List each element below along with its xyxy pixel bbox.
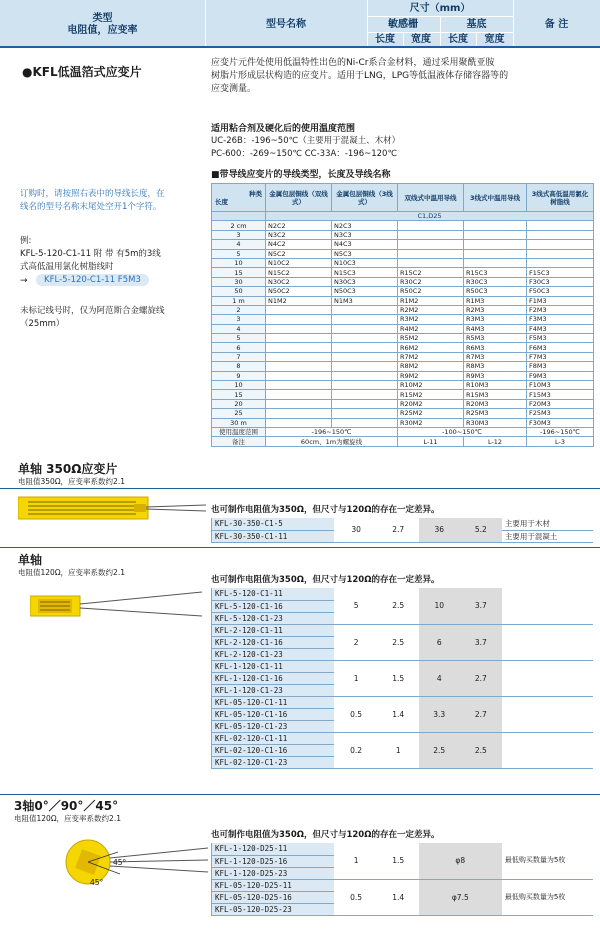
- lead-code: R20M2: [398, 399, 464, 408]
- angle-label: 45°: [113, 858, 127, 867]
- lead-code: [266, 352, 332, 361]
- lead-code: [332, 371, 398, 380]
- lead-table-row: [212, 315, 594, 324]
- grid-width: 1.5: [378, 843, 419, 879]
- grid-width: 2.7: [378, 518, 419, 542]
- lead-code: [266, 343, 332, 352]
- grid-length: 1: [334, 843, 377, 879]
- lead-code: F1M3: [527, 296, 594, 305]
- lead-length: 50: [212, 287, 266, 296]
- lead-table-row: [212, 258, 594, 267]
- gauge-3axis-icon: [60, 828, 210, 898]
- header-len1: 长度: [375, 34, 395, 45]
- lead-code: R3M3: [464, 315, 527, 324]
- order-note: [20, 188, 165, 214]
- lead-code: R1M3: [464, 296, 527, 305]
- adhesive-line: PC-600：-269~150℃ CC-33A：-196~120℃: [211, 149, 397, 159]
- grid-width: 1: [378, 732, 419, 768]
- model-name: KFL-05-120-D25-23: [212, 903, 335, 915]
- lead-code: N5C3: [332, 249, 398, 258]
- lead-code: [464, 240, 527, 249]
- lead-remark-b: L-11: [398, 437, 464, 446]
- model-name: KFL-05-120-C1-16: [212, 708, 335, 720]
- example-label: 例:: [20, 236, 32, 246]
- grid-length: 0.5: [334, 696, 377, 732]
- lead-length: 30: [212, 277, 266, 286]
- lead-code: F25M3: [527, 409, 594, 418]
- product-table-3axis: [211, 843, 593, 916]
- gauge-350-icon: [18, 495, 208, 521]
- section-title-uniaxial: 单轴: [18, 553, 43, 567]
- grid-width: 1.4: [378, 696, 419, 732]
- base-width: 2.7: [460, 660, 502, 696]
- table-header: [0, 0, 600, 48]
- grid-length: 0.2: [334, 732, 377, 768]
- lead-length: 5: [212, 334, 266, 343]
- gauge-uniaxial-icon: [30, 590, 205, 620]
- lead-code: R9M2: [398, 371, 464, 380]
- lead-code: [266, 324, 332, 333]
- lead-code: R15C2: [398, 268, 464, 277]
- model-name: KFL-5-120-C1-23: [212, 612, 335, 624]
- desc-line: 应变片元件处使用低温特性出色的Ni-Cr系合金材料，通过采用聚酰亚胺: [211, 58, 495, 68]
- lead-code: R7M3: [464, 352, 527, 361]
- note-3axis: 也可制作电阻值为350Ω，但尺寸与120Ω的存在一定差异。: [211, 830, 440, 840]
- adhesive-title: 适用粘合剂及硬化后的使用温度范围: [211, 124, 356, 134]
- section-title-350: 单轴 350Ω应变片: [18, 462, 118, 476]
- lead-code: R30M2: [398, 418, 464, 427]
- lead-code: [332, 362, 398, 371]
- grid-width: 1.4: [378, 879, 419, 915]
- remark: 最低购买数量为5枚: [502, 843, 593, 879]
- model-name: KFL-1-120-C1-16: [212, 672, 335, 684]
- lead-code: [332, 334, 398, 343]
- lead-code: F30M3: [527, 418, 594, 427]
- lead-code: F2M3: [527, 305, 594, 314]
- lead-table-row: [212, 362, 594, 371]
- lead-code: [332, 305, 398, 314]
- lead-code: R50C2: [398, 287, 464, 296]
- model-name: KFL-1-120-D25-16: [212, 855, 335, 867]
- model-name: KFL-05-120-D25-11: [212, 879, 335, 891]
- lead-length: 20: [212, 399, 266, 408]
- lead-code: R2M2: [398, 305, 464, 314]
- lead-code: N15C3: [332, 268, 398, 277]
- base-length: 36: [419, 518, 460, 542]
- lead-table-row: [212, 221, 594, 230]
- section-divider: [0, 547, 600, 548]
- lead-col-header: 金属包层铜线（双线式）: [266, 184, 332, 212]
- lead-table-row: [212, 305, 594, 314]
- header-remark: 备 注: [544, 19, 569, 30]
- lead-code: [332, 409, 398, 418]
- base-length: 2.5: [419, 732, 460, 768]
- lead-code: N15C2: [266, 268, 332, 277]
- lead-length: 2 cm: [212, 221, 266, 230]
- lead-table-row: [212, 277, 594, 286]
- table-row: [212, 879, 594, 891]
- lead-table-row: [212, 409, 594, 418]
- lead-remark-a: 60cm、1m为螺旋线: [266, 437, 398, 446]
- lead-code: [527, 240, 594, 249]
- lead-code: [464, 249, 527, 258]
- lead-table-row: [212, 381, 594, 390]
- lead-code: F9M3: [527, 371, 594, 380]
- lead-code: R6M2: [398, 343, 464, 352]
- lead-code: R5M3: [464, 334, 527, 343]
- desc-line: 应变测量。: [211, 84, 257, 94]
- lead-code: F20M3: [527, 399, 594, 408]
- table-row: [212, 660, 594, 672]
- model-name: KFL-02-120-C1-23: [212, 756, 335, 768]
- base-length: 6: [419, 624, 460, 660]
- section-description: [211, 57, 591, 96]
- lead-code: N50C2: [266, 287, 332, 296]
- grid-length: 2: [334, 624, 377, 660]
- lead-code: R7M2: [398, 352, 464, 361]
- lead-code: [332, 315, 398, 324]
- lead-code: F10M3: [527, 381, 594, 390]
- lead-code: R25M2: [398, 409, 464, 418]
- product-table-350: [211, 518, 593, 543]
- lead-code: R15M2: [398, 390, 464, 399]
- note-350: 也可制作电阻值为350Ω，但尺寸与120Ω的存在一定差异。: [211, 505, 440, 515]
- model-name: KFL-1-120-D25-23: [212, 867, 335, 879]
- remark: [502, 732, 593, 768]
- product-table-uniaxial: [211, 588, 593, 769]
- lead-code: [266, 409, 332, 418]
- remark: 主要用于木材: [502, 518, 593, 530]
- lead-code: [398, 240, 464, 249]
- lead-length: 10: [212, 258, 266, 267]
- lead-code: R10M2: [398, 381, 464, 390]
- lead-length: 10: [212, 381, 266, 390]
- lead-table-row: [212, 249, 594, 258]
- header-model: 型号名称: [266, 19, 306, 30]
- lead-code: [527, 221, 594, 230]
- lead-table-row: [212, 352, 594, 361]
- lead-table-row: [212, 296, 594, 305]
- lead-temp-a: -196~150℃: [266, 427, 398, 436]
- angle-label: 45°: [90, 878, 104, 887]
- lead-remark-c: L-12: [464, 437, 527, 446]
- lead-code: R4M3: [464, 324, 527, 333]
- lead-length: 6: [212, 343, 266, 352]
- table-row: [212, 588, 594, 600]
- section-divider: [0, 488, 600, 489]
- lead-code: N3C3: [332, 230, 398, 239]
- section-title-3axis: 3轴0°／90°／45°: [14, 799, 119, 813]
- remark: [502, 588, 593, 624]
- lead-code: R20M3: [464, 399, 527, 408]
- header-wid1: 宽度: [411, 34, 431, 45]
- lead-code: [527, 249, 594, 258]
- lead-code: N1M3: [332, 296, 398, 305]
- base-diameter: φ7.5: [419, 879, 502, 915]
- lead-code: [266, 399, 332, 408]
- lead-code: R25M3: [464, 409, 527, 418]
- lead-code: [464, 258, 527, 267]
- section-title-kfl: ●KFL低温箔式应变片: [22, 65, 142, 79]
- lead-code: F6M3: [527, 343, 594, 352]
- base-width: 5.2: [460, 518, 502, 542]
- desc-line: 树脂片形成层状构造的应变片。适用于LNG，LPG等低温液体存储容器等的: [211, 71, 509, 81]
- lead-code: N2C3: [332, 221, 398, 230]
- header-wid2: 宽度: [484, 34, 505, 45]
- grid-length: 1: [334, 660, 377, 696]
- adhesive-line: UC-26B：-196~50℃（主要用于混凝土、木材）: [211, 136, 401, 146]
- order-note-line: 订购时，请按照右表中的导线长度，在: [20, 189, 165, 199]
- lead-code: [266, 390, 332, 399]
- order-note-line: 线名的型号名称末尾处空开1个字符。: [20, 202, 162, 212]
- base-width: 3.7: [460, 588, 502, 624]
- lead-code: R6M3: [464, 343, 527, 352]
- base-length: 10: [419, 588, 460, 624]
- lead-code: [332, 381, 398, 390]
- model-name: KFL-2-120-C1-11: [212, 624, 335, 636]
- section-sub-3axis: 电阻值120Ω，应变率系数约2.1: [14, 814, 121, 823]
- lead-code: F5M3: [527, 334, 594, 343]
- lead-code: F4M3: [527, 324, 594, 333]
- lead-table-row: [212, 324, 594, 333]
- lead-length: 2: [212, 305, 266, 314]
- lead-table-row: [212, 230, 594, 239]
- lead-code: R30C3: [464, 277, 527, 286]
- header-type-sub: 电阻值，应变率: [67, 25, 138, 36]
- lead-table-row: [212, 287, 594, 296]
- lead-code: N4C3: [332, 240, 398, 249]
- unmarked-note: [20, 305, 165, 331]
- remark: [502, 696, 593, 732]
- lead-code: [332, 324, 398, 333]
- base-length: 4: [419, 660, 460, 696]
- base-width: 2.7: [460, 696, 502, 732]
- lead-code: N5C2: [266, 249, 332, 258]
- lead-col-header: 金属包层铜线（3线式）: [332, 184, 398, 212]
- lead-code: R15M3: [464, 390, 527, 399]
- lead-temp-b: -100~150℃: [398, 427, 527, 436]
- model-name: KFL-1-120-D25-11: [212, 843, 335, 855]
- lead-code: R30C2: [398, 277, 464, 286]
- lead-code: [398, 221, 464, 230]
- header-type: [0, 13, 205, 37]
- lead-code: R3M2: [398, 315, 464, 324]
- table-row: [212, 843, 594, 855]
- lead-code: N30C3: [332, 277, 398, 286]
- base-width: 3.7: [460, 624, 502, 660]
- lead-code: [266, 418, 332, 427]
- lead-code: R10M3: [464, 381, 527, 390]
- lead-code: R4M2: [398, 324, 464, 333]
- lead-table-row: [212, 371, 594, 380]
- lead-code: [527, 258, 594, 267]
- model-name: KFL-1-120-C1-11: [212, 660, 335, 672]
- header-len2: 长度: [448, 34, 468, 45]
- lead-code: N3C2: [266, 230, 332, 239]
- model-name: KFL-5-120-C1-16: [212, 600, 335, 612]
- unmarked-line: （25mm）: [20, 319, 65, 329]
- section-sub-350: 电阻值350Ω，应变率系数约2.1: [18, 477, 125, 486]
- lead-corner: 种类 长度: [212, 184, 266, 212]
- lead-code: R1M2: [398, 296, 464, 305]
- base-length: 3.3: [419, 696, 460, 732]
- lead-table-row: [212, 268, 594, 277]
- lead-length: 1 m: [212, 296, 266, 305]
- lead-col-header: 3线式中温用导线: [464, 184, 527, 212]
- table-row: [212, 696, 594, 708]
- lead-table-body: [212, 221, 594, 428]
- lead-code: F15C3: [527, 268, 594, 277]
- lead-code: N4C2: [266, 240, 332, 249]
- grid-length: 30: [334, 518, 377, 542]
- lead-code: [266, 315, 332, 324]
- lead-code: [398, 258, 464, 267]
- lead-gauge-spacer: [212, 212, 266, 221]
- model-name: KFL-2-120-C1-16: [212, 636, 335, 648]
- lead-table-row: [212, 418, 594, 427]
- model-name: KFL-05-120-C1-23: [212, 720, 335, 732]
- remark: [502, 624, 593, 660]
- model-name: KFL-30-350-C1-5: [212, 518, 335, 530]
- lead-code: N50C3: [332, 287, 398, 296]
- base-diameter: φ8: [419, 843, 502, 879]
- table-row: [212, 624, 594, 636]
- lead-code: [266, 381, 332, 390]
- lead-code: R30M3: [464, 418, 527, 427]
- lead-length: 5: [212, 249, 266, 258]
- lead-code: R8M3: [464, 362, 527, 371]
- lead-code: R50C3: [464, 287, 527, 296]
- lead-code: R2M3: [464, 305, 527, 314]
- base-width: 2.5: [460, 732, 502, 768]
- lead-code: N10C2: [266, 258, 332, 267]
- lead-col-header: 双线式中温用导线: [398, 184, 464, 212]
- header-size: 尺寸（mm）: [409, 3, 471, 14]
- lead-code: F3M3: [527, 315, 594, 324]
- lead-wire-table: [211, 183, 594, 447]
- lead-remark-label: 备注: [212, 437, 266, 446]
- model-name: KFL-2-120-C1-23: [212, 648, 335, 660]
- lead-code: N10C3: [332, 258, 398, 267]
- lead-length: 4: [212, 324, 266, 333]
- lead-table-title: ■带导线应变片的导线类型，长度及导线名称: [211, 170, 391, 180]
- lead-code: F30C3: [527, 277, 594, 286]
- model-name: KFL-02-120-C1-11: [212, 732, 335, 744]
- lead-code: [464, 230, 527, 239]
- lead-gauge-label: C1,D25: [266, 212, 594, 221]
- lead-code: [527, 230, 594, 239]
- lead-code: N1M2: [266, 296, 332, 305]
- model-name: KFL-5-120-C1-11: [212, 588, 335, 600]
- section-sub-uniaxial: 电阻值120Ω，应变率系数约2.1: [18, 568, 125, 577]
- lead-table-row: [212, 399, 594, 408]
- lead-code: [332, 399, 398, 408]
- lead-code: F7M3: [527, 352, 594, 361]
- model-name: KFL-05-120-C1-11: [212, 696, 335, 708]
- lead-table-row: [212, 390, 594, 399]
- lead-temp-c: -196~150℃: [527, 427, 594, 436]
- lead-code: F8M3: [527, 362, 594, 371]
- lead-length: 7: [212, 352, 266, 361]
- model-name: KFL-30-350-C1-11: [212, 530, 335, 542]
- lead-table-row: [212, 240, 594, 249]
- lead-code: [266, 334, 332, 343]
- header-grid: 敏感栅: [388, 19, 418, 30]
- model-name: KFL-1-120-C1-23: [212, 684, 335, 696]
- header-base: 基底: [466, 19, 487, 30]
- lead-length: 4: [212, 240, 266, 249]
- lead-code: [332, 390, 398, 399]
- note-uniaxial: 也可制作电阻值为350Ω，但尺寸与120Ω的存在一定差异。: [211, 575, 440, 585]
- example-result: KFL-5-120-C1-11 F5M3: [36, 274, 149, 286]
- lead-code: [266, 371, 332, 380]
- lead-length: 15: [212, 268, 266, 277]
- remark: 最低购买数量为5枚: [502, 879, 593, 915]
- lead-length: 25: [212, 409, 266, 418]
- table-row: [212, 518, 594, 530]
- example-arrow: →: [20, 276, 28, 286]
- grid-width: 2.5: [378, 588, 419, 624]
- grid-width: 1.5: [378, 660, 419, 696]
- lead-temp-label: 使用温度范围: [212, 427, 266, 436]
- lead-code: R15C3: [464, 268, 527, 277]
- lead-code: F50C3: [527, 287, 594, 296]
- model-name: KFL-05-120-D25-16: [212, 891, 335, 903]
- lead-length: 30 m: [212, 418, 266, 427]
- lead-code: [266, 362, 332, 371]
- section-divider: [0, 794, 600, 795]
- lead-length: 9: [212, 371, 266, 380]
- example-line: 式高低温用氯化树脂线时: [20, 262, 114, 272]
- lead-length: 15: [212, 390, 266, 399]
- lead-length: 8: [212, 362, 266, 371]
- lead-code: [464, 221, 527, 230]
- lead-table-row: [212, 334, 594, 343]
- lead-col-header: 3线式高低温用氯化树脂线: [527, 184, 594, 212]
- lead-code: F15M3: [527, 390, 594, 399]
- table-row: [212, 732, 594, 744]
- lead-code: [332, 352, 398, 361]
- lead-code: [332, 343, 398, 352]
- lead-table-row: [212, 343, 594, 352]
- header-type-label: 类型: [92, 13, 113, 24]
- remark: [502, 660, 593, 696]
- example-block: [20, 235, 161, 274]
- lead-code: [266, 305, 332, 314]
- lead-code: [398, 249, 464, 258]
- lead-code: N30C2: [266, 277, 332, 286]
- lead-remark-d: L-3: [527, 437, 594, 446]
- model-name: KFL-02-120-C1-16: [212, 744, 335, 756]
- grid-width: 2.5: [378, 624, 419, 660]
- lead-code: N2C2: [266, 221, 332, 230]
- grid-length: 5: [334, 588, 377, 624]
- lead-code: R9M3: [464, 371, 527, 380]
- remark: 主要用于混凝土: [502, 530, 593, 542]
- lead-code: R8M2: [398, 362, 464, 371]
- unmarked-line: 未标记线号时，仅为阿范斯合金螺旋线: [20, 306, 165, 316]
- lead-code: [398, 230, 464, 239]
- lead-code: R5M2: [398, 334, 464, 343]
- lead-length: 3: [212, 315, 266, 324]
- grid-length: 0.5: [334, 879, 377, 915]
- lead-length: 3: [212, 230, 266, 239]
- lead-code: [332, 418, 398, 427]
- example-line: KFL-5-120-C1-11 附 带 有5m的3线: [20, 249, 161, 259]
